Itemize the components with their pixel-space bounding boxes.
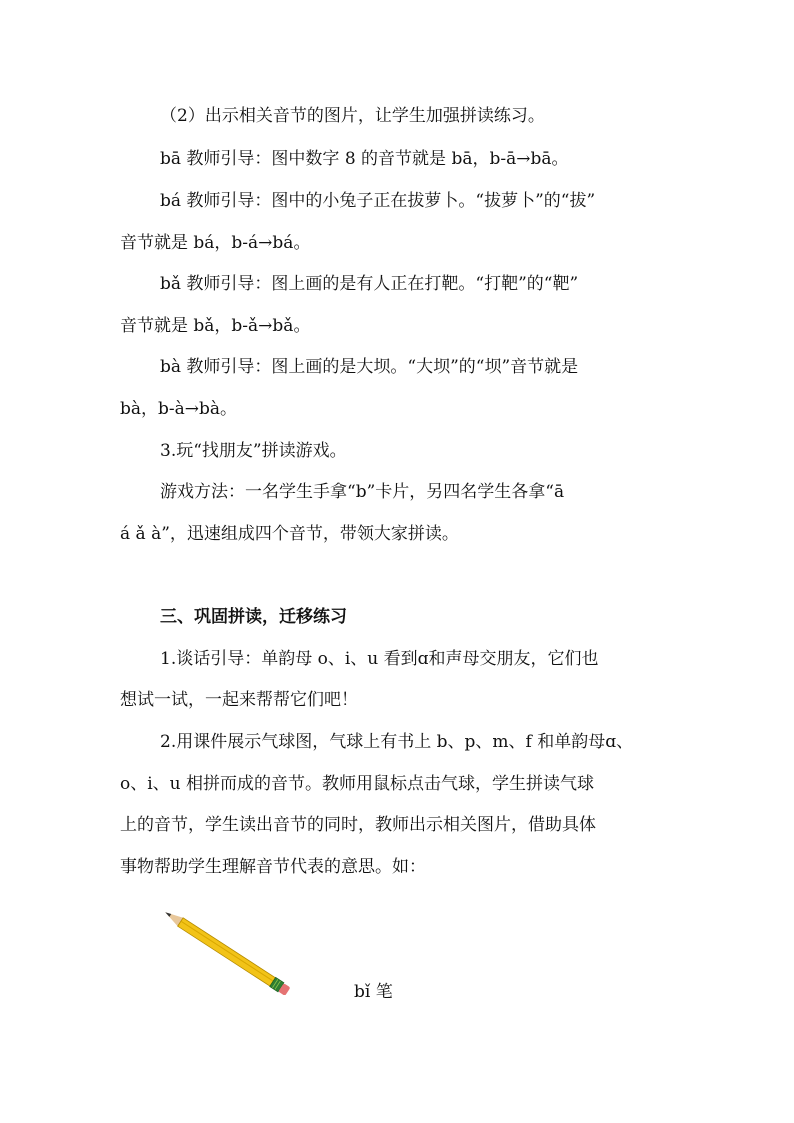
paragraph-line: bǎ 教师引导：图上画的是有人正在打靶。“打靶”的“靶”: [160, 274, 579, 294]
paragraph-line: 2.用课件展示气球图，气球上有书上 b、p、m、f 和单韵母ɑ、: [160, 732, 634, 752]
paragraph-line: bá 教师引导：图中的小兔子正在拔萝卜。“拔萝卜”的“拔”: [160, 191, 596, 211]
paragraph-line: 音节就是 bǎ，b-ǎ→bǎ。: [120, 316, 311, 336]
pencil-caption: bǐ 笔: [354, 982, 393, 1002]
paragraph-line: 事物帮助学生理解音节代表的意思。如：: [120, 857, 426, 877]
paragraph-line: bà，b-à→bà。: [120, 399, 238, 419]
paragraph-line: 1.谈话引导：单韵母 o、i、u 看到ɑ和声母交朋友，它们也: [160, 649, 599, 669]
paragraph-line: （2）出示相关音节的图片，让学生加强拼读练习。: [160, 106, 545, 126]
paragraph-line: 上的音节，学生读出音节的同时，教师出示相关图片，借助具体: [120, 815, 596, 835]
paragraph-line: 3.玩“找朋友”拼读游戏。: [160, 441, 347, 461]
paragraph-line: 游戏方法：一名学生手拿“b”卡片，另四名学生各拿“ā: [160, 482, 565, 502]
section-heading: 三、巩固拼读，迁移练习: [160, 607, 347, 627]
paragraph-line: bà 教师引导：图上画的是大坝。“大坝”的“坝”音节就是: [160, 357, 579, 377]
pencil-illustration: [160, 900, 300, 995]
paragraph-line: o、i、u 相拼而成的音节。教师用鼠标点击气球，学生拼读气球: [120, 774, 595, 794]
paragraph-line: 想试一试，一起来帮帮它们吧！: [120, 690, 358, 710]
paragraph-line: 音节就是 bá，b-á→bá。: [120, 233, 311, 253]
paragraph-line: á ǎ à”，迅速组成四个音节，带领大家拼读。: [120, 524, 459, 544]
paragraph-line: bā 教师引导：图中数字 8 的音节就是 bā，b-ā→bā。: [160, 149, 569, 169]
